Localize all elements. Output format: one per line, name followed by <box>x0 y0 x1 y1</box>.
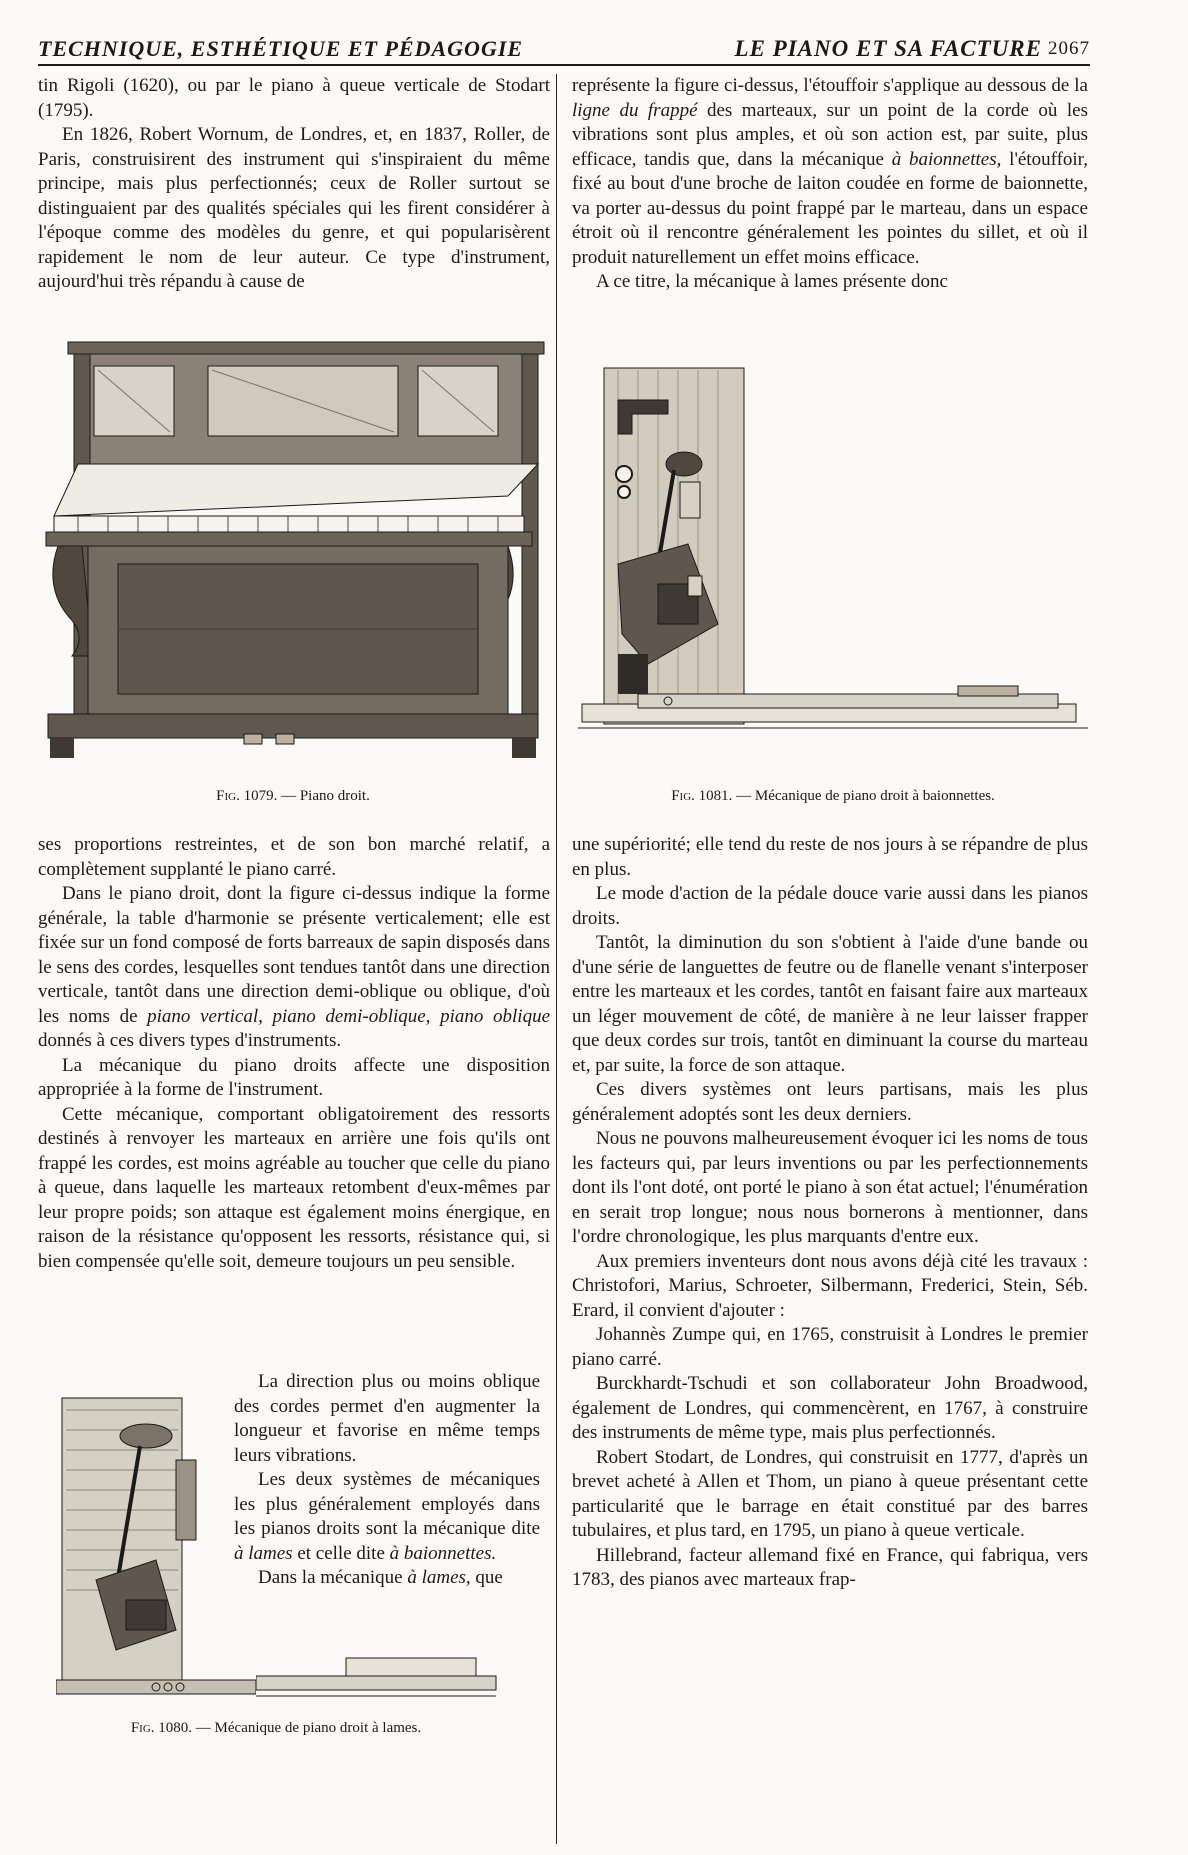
figure-1081-mecanique-a-baionnettes <box>578 364 1088 772</box>
paragraph: ses proportions restreintes, et de son bon marché relatif, a complètement supplanté le piano carré. <box>38 834 550 880</box>
paragraph: La mécanique du piano droits affecte une disposition appropriée à la forme de l'instrument. <box>38 1054 550 1100</box>
paragraph: Cette mécanique, comportant obligatoirement des ressorts destinés à renvoyer les marteaux en arrière une fois qu'ils ont frappé les cordes, est moins agréable au toucher que celle du piano à queue, dans laquelle les marteaux retombent d'eux-mêmes par leur propre poids; son attaque est également moins énergique, en raison de la résistance qu'opposent les ressorts, résistance qui, si bien compensée qu'elle soit, demeure toujours un peu sensible. <box>38 1103 550 1272</box>
paragraph: Johannès Zumpe qui, en 1765, construisit à Londres le premier piano carré. <box>572 1324 1088 1370</box>
right-column-top-text <box>572 74 1088 295</box>
upright-piano-illustration <box>38 338 548 778</box>
figure-title: — Mécanique de piano droit à baionnettes. <box>732 788 995 804</box>
paragraph: tin Rigoli (1620), ou par le piano à queue verticale de Stodart (1795). <box>38 75 550 121</box>
figure-1080-mecanique-a-lames <box>56 1390 256 1710</box>
page-number: 2067 <box>1048 38 1090 59</box>
paragraph: Dans la mécanique à lames, que <box>258 1567 503 1588</box>
paragraph: Aux premiers inventeurs dont nous avons déjà cité les travaux : Christofori, Marius, Schroeter, Silbermann, Frederici, Stein, Séb. Erard, il convient d'ajouter : <box>572 1250 1088 1321</box>
paragraph: Le mode d'action de la pédale douce varie aussi dans les pianos droits. <box>572 883 1088 929</box>
paragraph: Nous ne pouvons malheureusement évoquer ici les noms de tous les facteurs qui, par leurs inventions ou par les perfectionnements dont ils l'ont doté, ont porté le piano à son état actuel; l'énumération en serait trop longue; nous nous bornerons à mentionner, dans l'ordre chronologique, les plus marquants d'entre eux. <box>572 1128 1088 1247</box>
paragraph: La direction plus ou moins oblique des cordes permet d'en augmenter la longueur et favorise en même temps leurs vibrations. <box>234 1371 540 1466</box>
action-a-lames-illustration <box>56 1390 256 1710</box>
paragraph: Hillebrand, facteur allemand fixé en France, qui fabriqua, vers 1783, des pianos avec marteaux frap- <box>572 1544 1088 1590</box>
caption-fig-1080 <box>56 1720 496 1737</box>
figure-1080-key-extension <box>256 1636 518 1710</box>
paragraph: En 1826, Robert Wornum, de Londres, et, en 1837, Roller, de Paris, construisirent des instrument qui s'inspiraient du même principe, mais plus perfectionnés; ceux de Roller surtout se distinguaient par des qualités spéciales qui les firent considérer à l'époque comme des modèles du genre, et qui popularisèrent rapidement le nom de leur auteur. Ce type d'instrument, aujourd'hui très répandu à cause de <box>38 124 550 292</box>
caption-fig-1081 <box>578 788 1088 805</box>
left-column-wrap-text <box>234 1370 540 1591</box>
right-column-bottom-text <box>572 833 1088 1593</box>
paragraph: A ce titre, la mécanique à lames présente donc <box>596 271 948 292</box>
column-divider <box>556 74 557 1844</box>
caption-fig-1079 <box>38 788 548 805</box>
figure-title: — Mécanique de piano droit à lames. <box>192 1720 422 1736</box>
paragraph: Dans le piano droit, dont la figure ci-dessus indique la forme générale, la table d'harmonie se présente verticalement; elle est fixée sur un fond composé de forts barreaux de sapin disposés dans le sens des cordes, lesquelles sont tendues tantôt dans une direction verticale, tantôt dans une direction demi-oblique ou oblique, d'où les noms de piano vertical, piano demi-oblique, piano oblique donnés à ces divers types d'instruments. <box>38 883 550 1051</box>
figure-title: — Piano droit. <box>277 788 370 804</box>
action-a-baionnettes-illustration <box>578 364 1088 772</box>
header-section-title: TECHNIQUE, ESTHÉTIQUE ET PÉDAGOGIE <box>38 36 524 61</box>
paragraph: Tantôt, la diminution du son s'obtient à l'aide d'une bande ou d'une série de languettes de feutre ou de flanelle venant s'interposer entre les marteaux et les cordes, tantôt en faisant faire aux marteaux un léger mouvement de côté, de manière à ne leur laisser frapper que deux cordes sur trois, tantôt en diminuant la course du marteau et, par suite, la force de son attaque. <box>572 932 1088 1076</box>
running-header <box>38 36 1090 66</box>
figure-number: Fig. 1081. <box>671 788 733 804</box>
paragraph: Burckhardt-Tschudi et son collaborateur John Broadwood, également de Londres, qui commencèrent, en 1767, à construire des instruments de même type, mais plus perfectionnés. <box>572 1373 1088 1443</box>
figure-number: Fig. 1079. <box>216 788 278 804</box>
figure-1079-upright-piano <box>38 338 548 778</box>
paragraph: représente la figure ci-dessus, l'étouffoir s'applique au dessous de la ligne du frappé des marteaux, sur un point de la corde où les vibrations sont plus amples, et où son action est, par suite, plus efficace, tandis que, dans la mécanique à baionnettes, l'étouffoir, fixé au bout d'une broche de laiton coudée en forme de baionnette, va porter au-dessus du point frappé par le marteau, dans un espace étroit où il rencontre généralement les pointes du sillet, et où il produit naturellement un effet moins efficace. <box>572 75 1088 268</box>
paragraph: Ces divers systèmes ont leurs partisans, mais les plus généralement adoptés sont les deux derniers. <box>572 1079 1088 1125</box>
figure-number: Fig. 1080. <box>130 1720 193 1736</box>
paragraph: Robert Stodart, de Londres, qui construisit en 1777, d'après un brevet acheté à Allen et Thom, un piano à queue présentant cette particularité que le barrage en était constitué par des barres tubulaires, et plus tard, en 1795, un piano à queue verticale. <box>572 1446 1088 1541</box>
paragraph: une supériorité; elle tend du reste de nos jours à se répandre de plus en plus. <box>572 834 1088 880</box>
left-column-top-text <box>38 74 550 295</box>
header-chapter-title: LE PIANO ET SA FACTURE <box>734 36 1042 61</box>
paragraph: Les deux systèmes de mécaniques les plus généralement employés dans les pianos droits sont la mécanique dite à lames et celle dite à baionnettes. <box>234 1469 540 1564</box>
left-column-middle-text <box>38 833 550 1274</box>
